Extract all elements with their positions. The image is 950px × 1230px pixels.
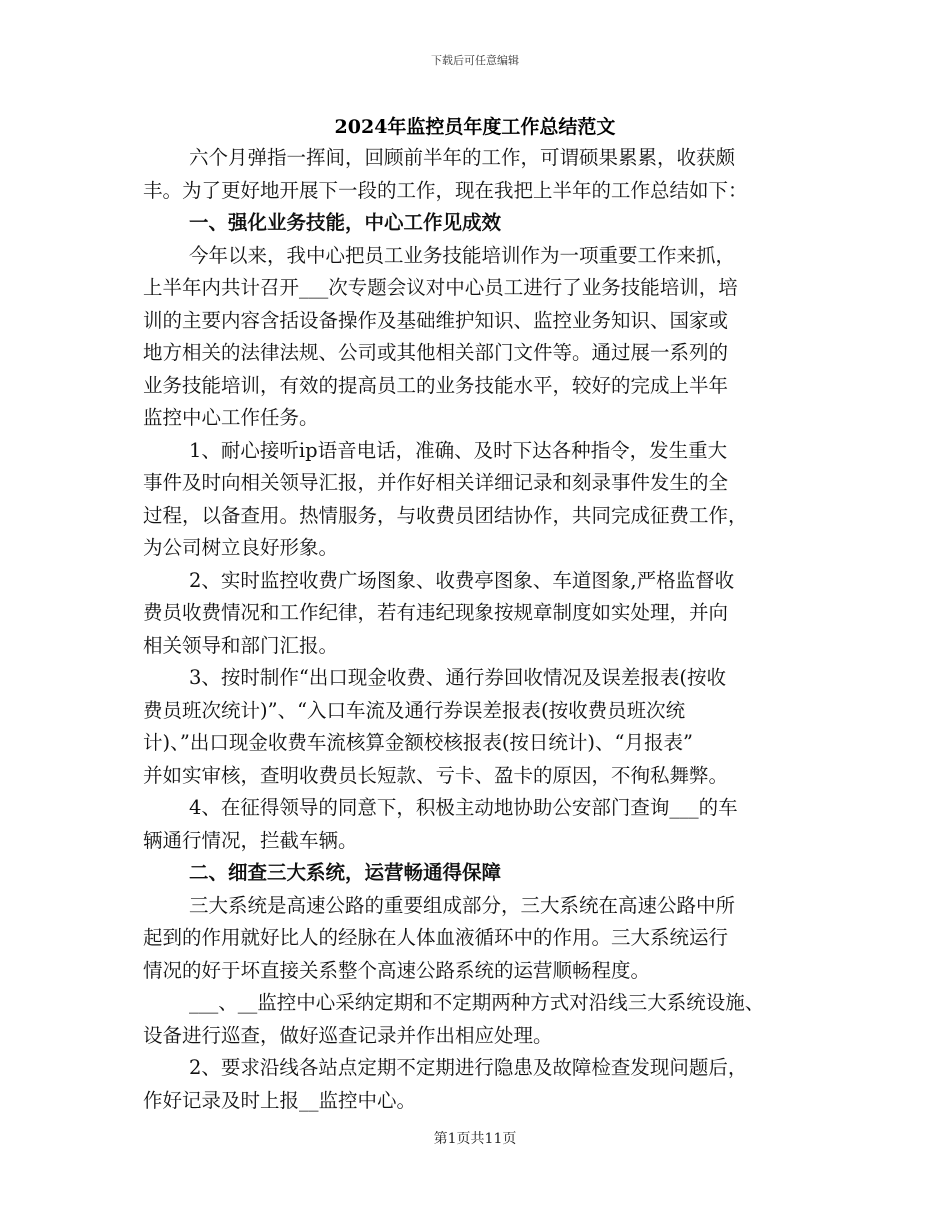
paragraph-line: 起到的作用就好比人的经脉在人体血液循环中的作用。三大系统运行 [143, 926, 729, 949]
section-heading: 一、强化业务技能，中心工作见成效 [189, 211, 502, 234]
paragraph-line: 六个月弹指一挥间，回顾前半年的工作，可谓硕果累累，收获颇 [189, 146, 736, 169]
paragraph-line: 监控中心工作任务。 [143, 406, 319, 429]
paragraph-line: 情况的好于坏直接关系整个高速公路系统的运营顺畅程度。 [143, 959, 651, 982]
paragraph-line: 作好记录及时上报__监控中心。 [143, 1089, 417, 1112]
paragraph-line: ___、__监控中心采纳定期和不定期两种方式对沿线三大系统设施、 [189, 991, 765, 1014]
paragraph-line: 计)、”出口现金收费车流核算金额校核报表(按日统计)、“月报表” [143, 731, 693, 754]
page-footer: 第1页共11页 [433, 1131, 517, 1147]
paragraph-line: 1、耐心接听ip语音电话，准确、及时下达各种指令，发生重大 [189, 439, 728, 462]
paragraph-line: 上半年内共计召开___次专题会议对中心员工进行了业务技能培训，培 [143, 276, 738, 299]
paragraph-line: 并如实审核，查明收费员长短款、亏卡、盈卡的原因，不徇私舞弊。 [143, 764, 729, 787]
paragraph-line: 费员收费情况和工作纪律，若有违纪现象按规章制度如实处理，并向 [143, 601, 729, 624]
paragraph-line: 2、实时监控收费广场图象、收费亭图象、车道图象,严格监督收 [189, 569, 735, 592]
paragraph-line: 过程，以备查用。热情服务，与收费员团结协作，共同完成征费工作， [143, 504, 748, 527]
paragraph-line: 业务技能培训，有效的提高员工的业务技能水平，较好的完成上半年 [143, 374, 729, 397]
paragraph-line: 今年以来，我中心把员工业务技能培训作为一项重要工作来抓， [189, 244, 736, 267]
paragraph-line: 2、要求沿线各站点定期不定期进行隐患及故障检查发现问题后， [189, 1056, 748, 1079]
paragraph-line: 为公司树立良好形象。 [143, 536, 339, 559]
paragraph-line: 辆通行情况，拦截车辆。 [143, 829, 358, 852]
paragraph-line: 三大系统是高速公路的重要组成部分，三大系统在高速公路中所 [189, 894, 736, 917]
paragraph-line: 事件及时向相关领导汇报，并作好相关详细记录和刻录事件发生的全 [143, 471, 729, 494]
paragraph-line: 费员班次统计)”、“入口车流及通行券误差报表(按收费员班次统 [143, 699, 686, 722]
paragraph-line: 设备进行巡查，做好巡查记录并作出相应处理。 [143, 1024, 553, 1047]
paragraph-line: 地方相关的法律法规、公司或其他相关部门文件等。通过展一系列的 [143, 341, 729, 364]
document-title: 2024年监控员年度工作总结范文 [334, 116, 616, 138]
section-heading: 二、细查三大系统，运营畅通得保障 [189, 861, 502, 884]
paragraph-line: 丰。为了更好地开展下一段的工作，现在我把上半年的工作总结如下： [143, 179, 748, 202]
header-note: 下载后可任意编辑 [431, 54, 519, 67]
paragraph-line: 相关领导和部门汇报。 [143, 634, 339, 657]
paragraph-line: 训的主要内容含括设备操作及基础维护知识、监控业务知识、国家或 [143, 309, 729, 332]
paragraph-line: 4、在征得领导的同意下，积极主动地协助公安部门查询___的车 [189, 796, 738, 819]
paragraph-line: 3、按时制作“出口现金收费、通行券回收情况及误差报表(按收 [189, 666, 726, 689]
